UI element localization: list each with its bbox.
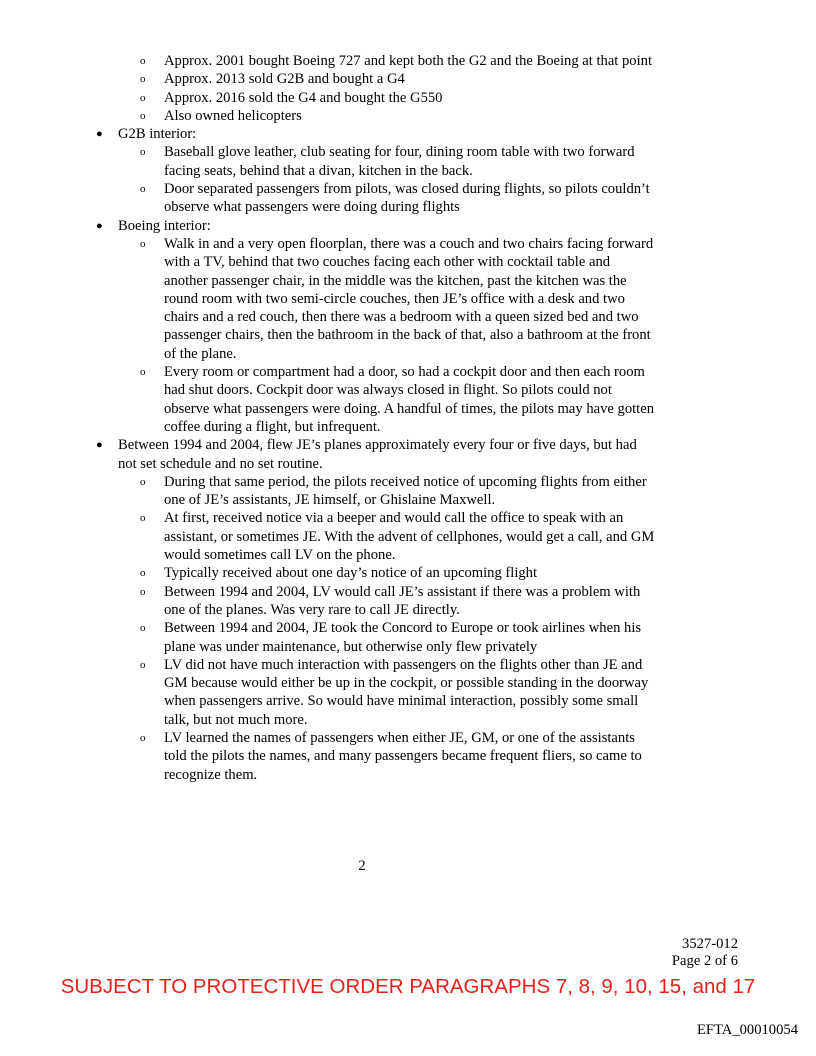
sub-bullet-text: Also owned helicopters [164,107,302,124]
page-number: 2 [358,858,366,874]
sub-bullet-text: During that same period, the pilots received notice of upcoming flights from either one of JE’s assistants, JE himself, or Ghislaine Maxwell. [164,473,647,509]
continued-sub-list [140,52,656,125]
sub-bullet-list [140,473,656,784]
document-code: 3527-012 [682,936,738,952]
main-bullet-item [96,217,656,437]
solid-bullet-icon: ● [96,219,103,232]
page-count: Page 2 of 6 [671,953,738,969]
solid-bullet-icon: ● [96,128,103,141]
sub-bullet-item [140,89,656,107]
hollow-bullet-icon: o [140,567,146,580]
main-bullet-item [96,436,656,784]
sub-bullet-list [140,235,656,436]
sub-bullet-text: Walk in and a very open floorplan, there was a couch and two chairs facing forward with a TV, behind that two couches facing each other with cocktail table and another passenger chair, in the middle was the kitchen, past the kitchen was the round room with two semi-circle couches, then JE’s office with a desk and two chairs and a red couch, then there was a bedroom with a queen sized bed and two passenger chairs, then the bathroom in the back of that, also a bathroom at the front of the plane. [164,235,654,362]
sub-bullet-item [140,52,656,70]
sub-bullet-text: Typically received about one day’s notice of an upcoming flight [164,565,538,582]
hollow-bullet-icon: o [140,622,146,635]
sub-bullet-item [140,509,656,564]
hollow-bullet-icon: o [140,55,146,67]
sub-bullet-item [140,107,656,125]
hollow-bullet-icon: o [140,731,146,744]
sub-bullet-text: Between 1994 and 2004, LV would call JE’s assistant if there was a problem with one of the planes. Was very rare to call JE directly. [164,583,641,618]
sub-bullet-text: LV learned the names of passengers when either JE, GM, or one of the assistants told the pilots the names, and many passengers became frequent fliers, so came to recognize them. [164,729,642,783]
main-bullet-item [96,125,656,216]
sub-bullet-item [140,70,656,88]
sub-bullet-item [140,583,656,620]
sub-bullet-item [140,564,656,582]
sub-bullet-item [140,143,656,180]
sub-bullet-item [140,180,656,217]
sub-bullet-text: Approx. 2016 sold the G4 and bought the G550 [164,89,443,106]
sub-bullet-text: Approx. 2013 sold G2B and bought a G4 [164,71,405,88]
sub-bullet-text: Between 1994 and 2004, JE took the Concord to Europe or took airlines when his plane was under maintenance, but otherwise only flew privately [164,620,642,655]
document-reference [672,936,738,970]
hollow-bullet-icon: o [140,237,146,250]
sub-bullet-text: Baseball glove leather, club seating for four, dining room table with two forward facing seats, behind that a divan, kitchen in the back. [164,144,635,179]
sub-bullet-text: LV did not have much interaction with passengers on the flights other than JE and GM because would either be up in the cockpit, or possible standing in the doorway when passengers arrive. So would have minimal interaction, possibly some small talk, but not much more. [164,656,649,728]
hollow-bullet-icon: o [140,146,146,159]
sub-bullet-item [140,729,656,784]
document-body [96,52,656,784]
hollow-bullet-icon: o [140,91,146,104]
hollow-bullet-icon: o [140,512,146,525]
hollow-bullet-icon: o [140,73,146,86]
hollow-bullet-icon: o [140,475,146,488]
main-bullet-list [96,125,656,784]
sub-bullet-list [140,143,656,216]
sub-bullet-text: At first, received notice via a beeper and would call the office to speak with an assistant, or sometimes JE. With the advent of cellphones, would get a call, and GM would sometimes call LV on the phone. [164,510,655,564]
solid-bullet-icon: ● [96,439,103,452]
hollow-bullet-icon: o [140,183,146,196]
sub-bullet-text: Every room or compartment had a door, so had a cockpit door and then each room had shut doors. Cockpit door was always closed in flight. So pilots could not observe what passengers were doing. A handful of times, the pilots may have gotten coffee during a flight, but infrequent. [164,364,654,435]
protective-order-notice: SUBJECT TO PROTECTIVE ORDER PARAGRAPHS 7, 8, 9, 10, 15, and 17 [60,975,756,998]
main-bullet-text: G2B interior: [118,126,197,143]
hollow-bullet-icon: o [140,658,146,671]
hollow-bullet-icon: o [140,585,146,598]
sub-bullet-item [140,363,656,436]
hollow-bullet-icon: o [140,109,146,122]
sub-bullet-item [140,656,656,729]
sub-bullet-item [140,235,656,363]
sub-bullet-text: Door separated passengers from pilots, was closed during flights, so pilots couldn’t observe what passengers were doing during flights [164,181,650,216]
main-bullet-text: Boeing interior: [118,217,211,234]
main-bullet-text: Between 1994 and 2004, flew JE’s planes approximately every four or five days, but had not set schedule and no set routine. [118,437,637,472]
hollow-bullet-icon: o [140,366,146,379]
bates-number: EFTA_00010054 [697,1022,798,1038]
sub-bullet-text: Approx. 2001 bought Boeing 727 and kept both the G2 and the Boeing at that point [164,53,653,69]
sub-bullet-item [140,619,656,656]
sub-bullet-item [140,473,656,510]
